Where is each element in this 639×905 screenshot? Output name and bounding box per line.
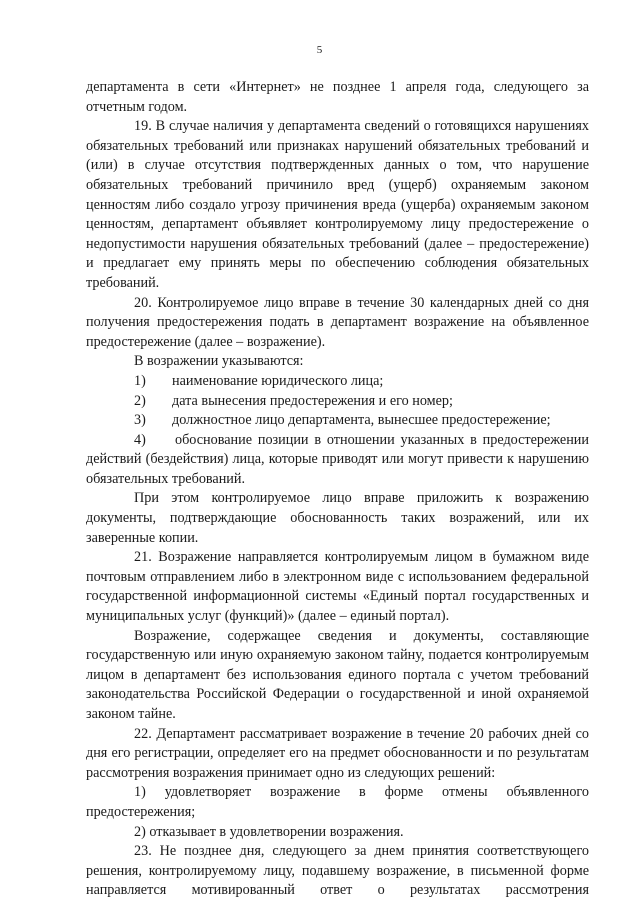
- list-item-text: дата вынесения предостережения и его номер;: [172, 392, 453, 409]
- list-item-text: обоснование позиции в отношении указанных в предостережении действий (бездействия) лица, которые приводят или могут привести к нарушению обязательных требований.: [86, 431, 589, 487]
- document-body: [86, 78, 589, 901]
- list-item-number: 4): [134, 431, 146, 448]
- paragraph-20: 20. Контролируемое лицо вправе в течение 30 календарных дней со дня получения предостережения подать в департамент возражение на объявленное предостережение (далее – возражение).: [86, 294, 589, 350]
- paragraph-secret-objection: Возражение, содержащее сведения и документы, составляющие государственную или иную охраняемую законом тайну, подается контролируемым лицом в департамент без использования единого портала с учетом требований законодательства Российской Федерации о государственной и иной охраняемой законом тайне.: [86, 627, 589, 722]
- list-item-text: должностное лицо департамента, вынесшее предостережение;: [172, 412, 551, 429]
- paragraph-attachments: При этом контролируемое лицо вправе приложить к возражению документы, подтверждающие обоснованность таких возражений, или их заверенные копии.: [86, 490, 589, 546]
- list-item: [86, 392, 589, 412]
- list-item: [86, 372, 589, 392]
- paragraph-objection-contents: В возражении указываются:: [134, 353, 304, 370]
- list-item-text: наименование юридического лица;: [172, 372, 384, 389]
- list-item-number: 3): [134, 412, 146, 429]
- paragraph-23: 23. Не позднее дня, следующего за днем принятия соответствующего решения, контролируемому лицу, подавшему возражение, в письменной форме направляется мотивированный ответ о результатах рассмотрения: [86, 843, 589, 899]
- paragraph-continuation: департамента в сети «Интернет» не позднее 1 апреля года, следующего за отчетным годом.: [86, 79, 589, 115]
- paragraph-19: 19. В случае наличия у департамента сведений о готовящихся нарушениях обязательных требований или признаках нарушений обязательных требований и (или) в случае отсутствия подтвержденных данных о том, что нарушение обязательных требований причинило вред (ущерб) охраняемым законом ценностям либо создало угрозу причинения вреда (ущерба) охраняемым законом ценностям, департамент объявляет контролируемому лицу предостережение о недопустимости нарушения обязательных требований (далее – предостережение) и предлагает ему принять меры по обеспечению соблюдения обязательных требований.: [86, 118, 589, 291]
- decision-option-2: 2) отказывает в удовлетворении возражения.: [134, 823, 404, 840]
- page-number: 5: [316, 44, 323, 56]
- decision-option-1: 1) удовлетворяет возражение в форме отмены объявленного предостережения;: [86, 784, 589, 820]
- list-item: [86, 411, 589, 431]
- list-item-number: 2): [134, 392, 146, 409]
- list-item-4: [86, 431, 589, 490]
- paragraph-22: 22. Департамент рассматривает возражение в течение 20 рабочих дней со дня его регистрации, определяет его на предмет обоснованности и по результатам рассмотрения возражения принимает одно из следующих решений:: [86, 725, 589, 781]
- list-item-number: 1): [134, 372, 146, 389]
- paragraph-21: 21. Возражение направляется контролируемым лицом в бумажном виде почтовым отправлением либо в электронном виде с использованием федеральной государственной информационной системы «Единый портал государственных и муниципальных услуг (функций)» (далее – единый портал).: [86, 549, 589, 625]
